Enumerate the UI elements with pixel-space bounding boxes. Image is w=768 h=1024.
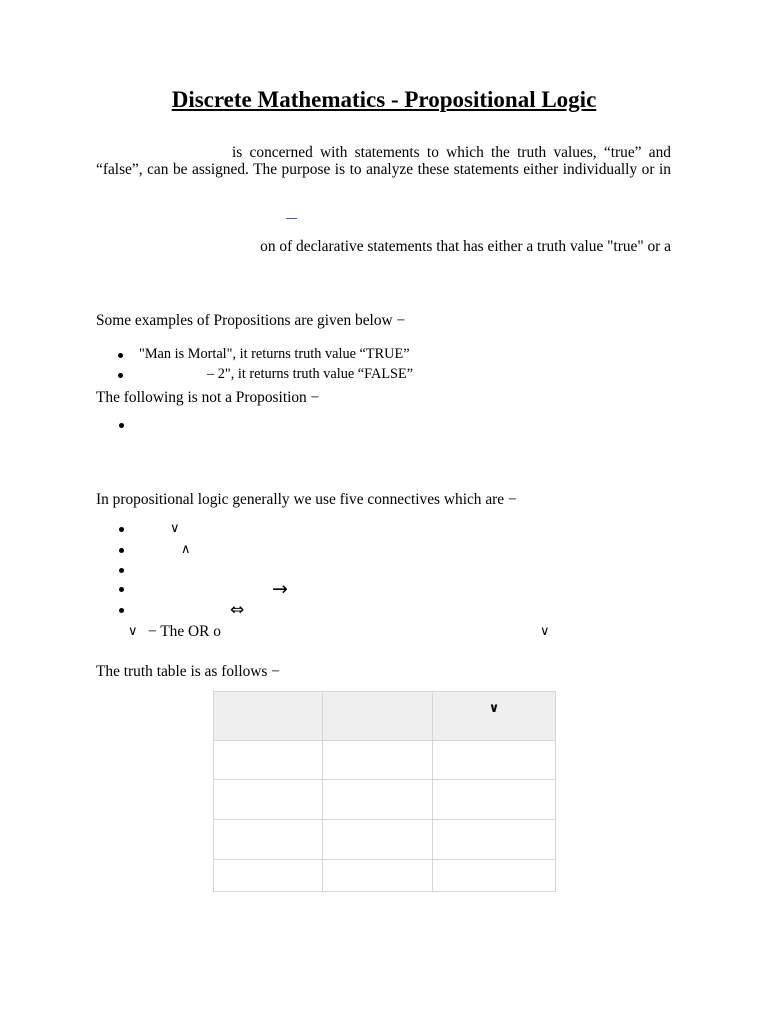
page-title: Discrete Mathematics - Propositional Logic (171, 87, 597, 112)
truth-table-caption: The truth table is as follows − (96, 663, 280, 680)
table-row (214, 741, 556, 780)
table-cell (214, 741, 323, 780)
bullet-icon (119, 548, 124, 553)
intro-line-1: is concerned with statements to which the truth values, “true” and (232, 144, 671, 161)
bullet-icon (119, 587, 124, 592)
table-cell (433, 820, 556, 860)
hyperlink-fragment[interactable] (286, 218, 297, 219)
table-header-cell (214, 692, 323, 741)
or-symbol: ∨ (170, 521, 180, 536)
example-item-text: – 2", it returns truth value “FALSE” (207, 366, 414, 382)
bullet-icon (118, 353, 123, 358)
bullet-icon (119, 568, 124, 573)
implies-symbol: → (272, 578, 288, 600)
table-row (214, 820, 556, 860)
table-header-row (214, 692, 556, 741)
bullet-icon (119, 608, 124, 613)
table-cell (323, 741, 433, 780)
proposition-definition-line: on of declarative statements that has either a truth value "true" or a (260, 238, 671, 255)
intro-line-2: “false”, can be assigned. The purpose is to analyze these statements either individually or in (96, 161, 671, 178)
table-row (214, 780, 556, 820)
and-symbol: ∧ (181, 542, 191, 557)
bullet-icon (119, 527, 124, 532)
bullet-icon (119, 423, 124, 428)
examples-heading: Some examples of Propositions are given below − (96, 312, 406, 329)
table-cell (323, 820, 433, 860)
table-header-cell-or: ∨ (433, 692, 556, 741)
table-cell (214, 820, 323, 860)
or-symbol: ∨ (128, 624, 138, 639)
table-row (214, 860, 556, 892)
table-cell (323, 860, 433, 892)
or-description: − The OR o (148, 623, 221, 640)
table-cell (214, 860, 323, 892)
table-cell (433, 860, 556, 892)
connectives-heading: In propositional logic generally we use five connectives which are − (96, 491, 517, 508)
non-proposition-heading: The following is not a Proposition − (96, 389, 320, 406)
iff-symbol: ⇔ (230, 600, 245, 620)
table-cell (433, 780, 556, 820)
truth-table (213, 691, 556, 892)
or-symbol-trailing: ∨ (540, 624, 550, 639)
example-item-text: "Man is Mortal", it returns truth value “TRUE” (139, 346, 410, 362)
table-cell (323, 780, 433, 820)
table-cell (433, 741, 556, 780)
table-cell (214, 780, 323, 820)
bullet-icon (118, 373, 123, 378)
table-header-cell (323, 692, 433, 741)
